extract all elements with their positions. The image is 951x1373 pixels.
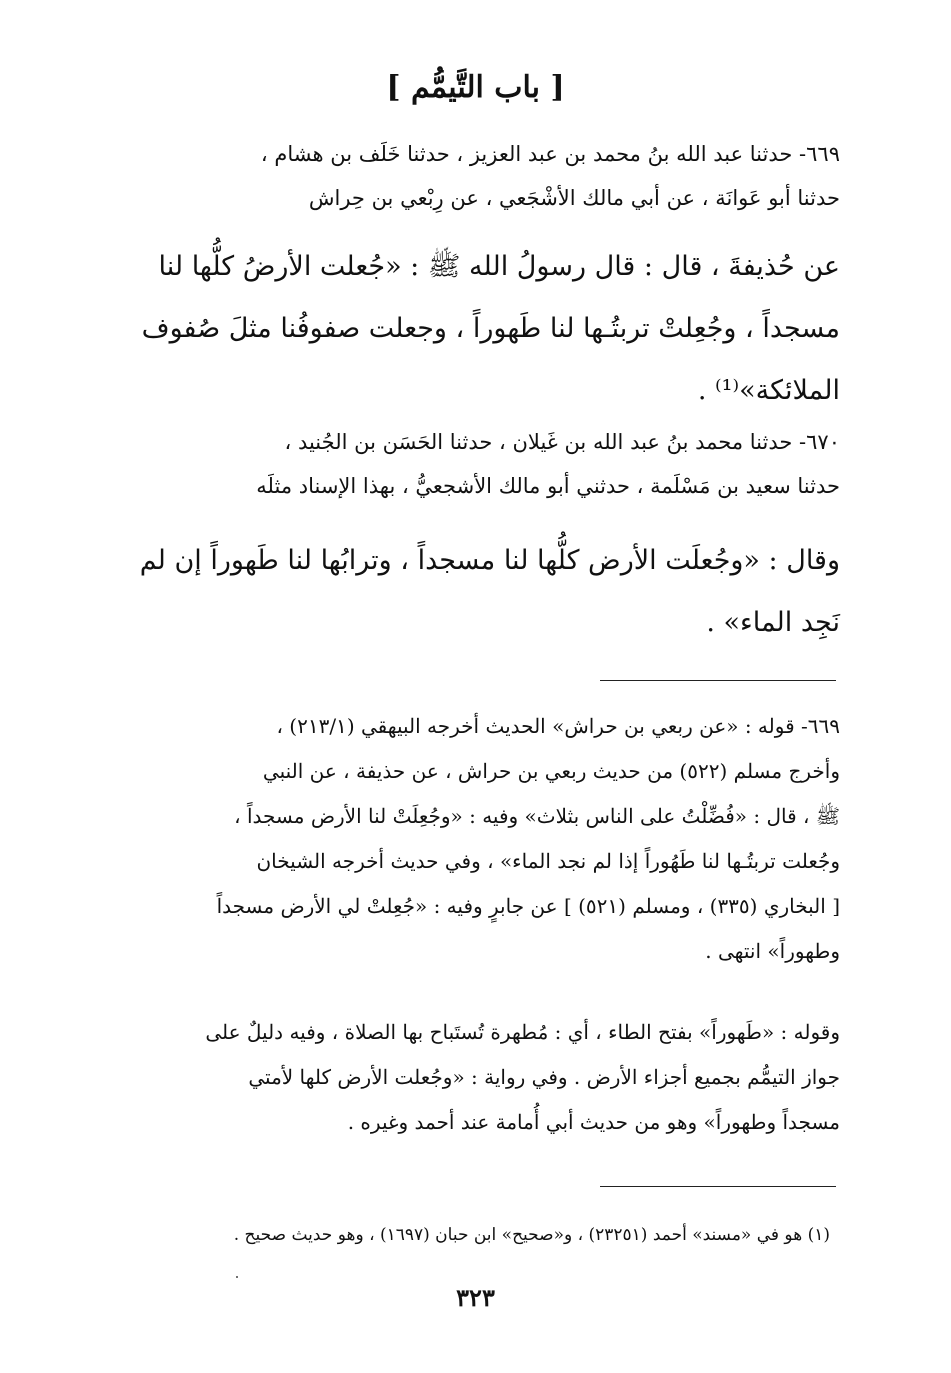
footnote: (١) هو في «مسند» أحمد (٢٣٢٥١) ، و«صحيح» ابن حبان (١٦٩٧) ، وهو حديث صحيح . [233,1225,830,1245]
text-line: وقال : «وجُعلَت الأرض كلُّها لنا مسجداً ، وترابُها لنا طَهوراً إن لم [139,545,840,576]
chapter-title: [ باب التَّيمُّم ] [386,70,565,105]
text-line: حدثنا سعيد بن مَسْلَمة ، حدثني أبو مالك الأشجعيُّ ، بهذا الإسناد مثلَه [256,474,840,498]
text-line: ٦٦٩- حدثنا عبد الله بنُ محمد بن عبد العزيز ، حدثنا خَلَف بن هشام ، [260,142,840,166]
commentary-paragraph-1 [132,704,840,974]
hadith-669-chain [132,132,840,220]
text-line: ﷺ ، قال : «فُضِّلْتُ على الناس بثلاث» وفيه : «وجُعِلَتْ لنا الأرض مسجداً ، [234,804,840,828]
hadith-670-text [132,530,840,654]
text-line: [ البخاري (٣٣٥) ، ومسلم (٥٢١) ] عن جابرٍ وفيه : «جُعِلتْ لي الأرض مسجداً [216,894,840,918]
commentary-paragraph-2 [132,1010,840,1145]
commentary-separator [600,680,836,681]
hadith-670-chain [132,420,840,508]
text-line: وجُعلت تربتُـها لنا طَهُوراً إذا لم نجد الماء» ، وفي حديث أخرجه الشيخان [256,849,840,873]
footnote-separator [600,1186,836,1187]
text-line: جواز التيمُّم بجميع أجزاء الأرض . وفي رواية : «وجُعلت الأرض كلها لأمتي [248,1065,840,1089]
text-line: وقوله : «طَهوراً» بفتح الطاء ، أي : مُطهرة تُستَباح بها الصلاة ، وفيه دليلٌ على [205,1020,840,1044]
text-line: حدثنا أبو عَوانَة ، عن أبي مالك الأشْجَعي ، عن رِبْعي بن حِراش [308,186,840,210]
text-line: مسجداً ، وجُعِلتْ تربتُـها لنا طَهوراً ، وجعلت صفوفُنا مثلَ صُفوف [141,313,840,344]
text-line: عن حُذيفةَ ، قال : قال رسولُ الله ﷺ : «جُعلت الأرضُ كلُّها لنا [158,251,840,282]
text-line: الملائكة»⁽¹⁾ . [697,375,840,406]
text-line: ٦٦٩- قوله : «عن ربعي بن حراش» الحديث أخرجه البيهقي (٢١٣/١) ، [276,714,840,738]
text-line: وطهوراً» انتهى . [705,939,840,963]
speck [236,1276,238,1278]
text-line: ٦٧٠- حدثنا محمد بنُ عبد الله بن غَيلان ، حدثنا الحَسَن بن الجُنيد ، [284,430,840,454]
text-line: وأخرج مسلم (٥٢٢) من حديث ربعي بن حراش ، عن حذيفة ، عن النبي [262,759,840,783]
hadith-669-text [132,236,840,422]
text-line: مسجداً وطهوراً» وهو من حديث أبي أُمامة عند أحمد وغيره . [347,1110,840,1134]
text-line: نَجِد الماء» . [706,607,840,638]
page-number: ٣٢٣ [456,1283,495,1312]
